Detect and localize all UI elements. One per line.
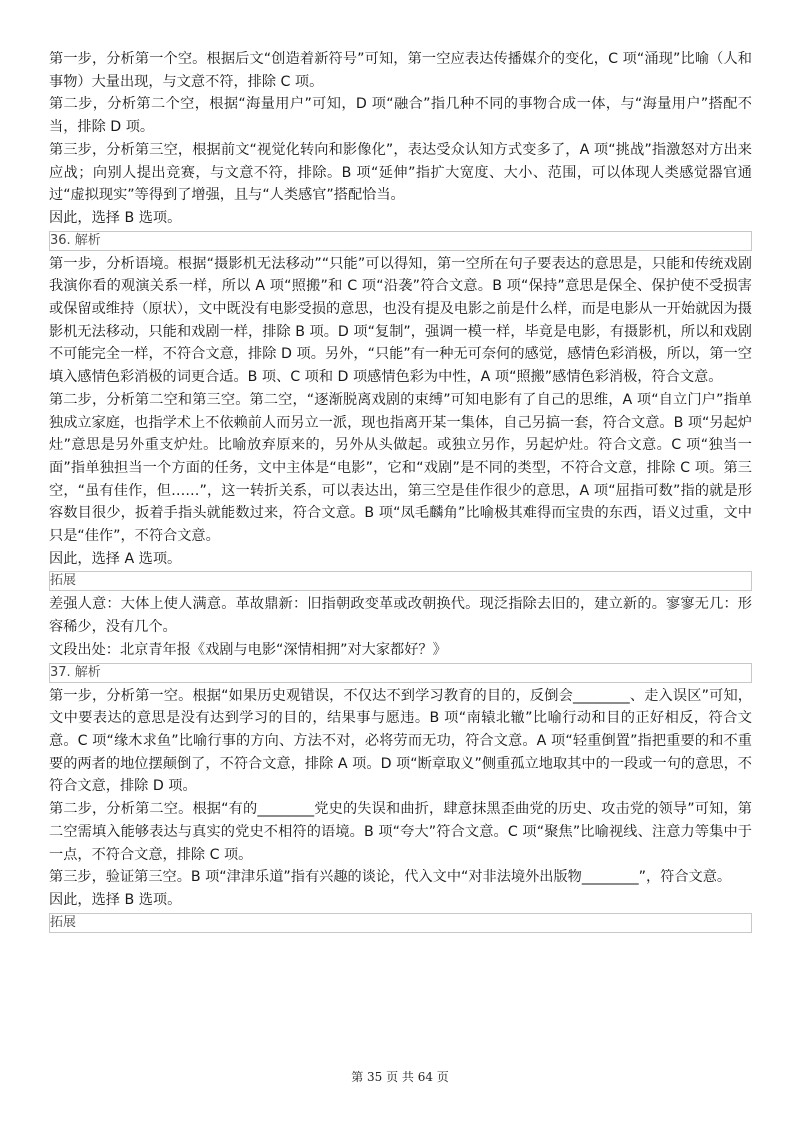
section-header-label: 拓展 — [50, 573, 77, 589]
section-header-label: 拓展 — [50, 914, 77, 930]
paragraph: 第一步，分析语境。根据“摄影机无法移动”“只能”可以得知，第一空所在句子要表达的意思是，只能和传统戏剧我演你看的观演关系一样，所以 A 项“照搬”和 C 项“沿袭”符合文意。B 项“保持”意思是保全、保护使不受损害或保留或维持（原状），文中既没有电影受损的意思，也没有提及电影之前是什么样，而是电影从一开始就因为摄影机无法移动，只能和戏剧一样，排除 B 项。D 项“复制”，强调一模一样，毕竟是电影，有摄影机，所以和戏剧不可能完全一样，不符合文意，排除 D 项。另外，“只能”有一种无可奈何的感觉，感情色彩消极，所以，第一空填入感情色彩消极的词更合适。B 项、C 项和 D 项感情色彩为中性，A 项“照搬”感情色彩消极，符合文意。 — [49, 255, 752, 386]
paragraph: 差强人意：大体上使人满意。革故鼎新：旧指朝政变革或改朝换代。现泛指除去旧的，建立新的。寥寥无几：形容稀少，没有几个。 — [49, 596, 752, 636]
paragraph: 第一步，分析第一空。根据“如果历史观错误，不仅达不到学习教育的目的，反倒会________、走入误区”可知，文中要表达的意思是没有达到学习的目的，结果事与愿违。B 项“南辕北辙”比喻行动和目的正好相反，符合文意。C 项“缘木求鱼”比喻行事的方向、方法不对，必将劳而无功，符合文意。A 项“轻重倒置”指把重要的和不重要的两者的地位摆颠倒了，不符合文意，排除 A 项。D 项“断章取义”侧重孤立地取其中的一段或一句的意思，不符合文意，排除 D 项。 — [49, 687, 752, 795]
section-header-bar — [49, 663, 752, 683]
paragraph: 第三步，验证第三空。B 项“津津乐道”指有兴趣的谈论，代入文中“对非法境外出版物________”，符合文意。 — [49, 869, 732, 886]
paragraph: 文段出处：北京青年报《戏剧与电影“深情相拥”对大家都好？》 — [49, 641, 447, 658]
paragraph: 因此，选择 B 选项。 — [49, 209, 182, 226]
paragraph: 第二步，分析第二空和第三空。第二空，“逐渐脱离戏剧的束缚”可知电影有了自己的思维，A 项“自立门户”指单独成立家庭，也指学术上不依赖前人而另立一派，现也指离开某一集体，自己另搞一套，符合文意。B 项“另起炉灶”意思是另外重支炉灶。比喻放弃原来的，另外从头做起。或独立另作，另起炉灶。符合文意。C 项“独当一面”指单独担当一个方面的任务，文中主体是“电影”，它和“戏剧”是不同的类型，不符合文意，排除 C 项。第三空，“虽有佳作，但……”，这一转折关系，可以表达出，第三空是佳作很少的意思，A 项“屈指可数”指的就是形容数目很少，扳着手指头就能数过来，符合文意。B 项“凤毛麟角”比喻极其难得而宝贵的东西，语义过重，文中只是“佳作”，不符合文意。 — [49, 391, 752, 545]
paragraph: 因此，选择 A 选项。 — [49, 550, 182, 567]
paragraph: 第二步，分析第二个空，根据“海量用户”可知，D 项“融合”指几种不同的事物合成一体，与“海量用户”搭配不当，排除 D 项。 — [49, 96, 752, 136]
section-header-bar — [49, 231, 752, 251]
section-header-label: 36. 解析 — [50, 232, 101, 248]
section-header-bar — [49, 913, 752, 933]
paragraph: 第一步，分析第一个空。根据后文“创造着新符号”可知，第一空应表达传播媒介的变化，C 项“涌现”比喻（人和事物）大量出现，与文意不符，排除 C 项。 — [49, 51, 752, 90]
page-footer: 第 35 页 共 64 页 — [351, 1070, 449, 1084]
paragraph: 第三步，分析第三空，根据前文“视觉化转向和影像化”，表达受众认知方式变多了，A 项“挑战”指激怒对方出来应战；向别人提出竞赛，与文意不符，排除。B 项“延伸”指扩大宽度、大小、范围，可以体现人类感觉器官通过“虚拟现实”等得到了增强，且与“人类感官”搭配恰当。 — [49, 141, 752, 204]
page-content — [49, 48, 752, 935]
section-header-label: 37. 解析 — [50, 664, 101, 680]
paragraph: 第二步，分析第二空。根据“有的________党史的失误和曲折，肆意抹黑歪曲党的历史、攻击党的领导”可知，第二空需填入能够表达与真实的党史不相符的语境。B 项“夸大”符合文意。C 项“聚焦”比喻视线、注意力等集中于一点，不符合文意，排除 C 项。 — [49, 801, 752, 863]
section-header-bar — [49, 571, 752, 591]
paragraph: 因此，选择 B 选项。 — [49, 891, 182, 908]
